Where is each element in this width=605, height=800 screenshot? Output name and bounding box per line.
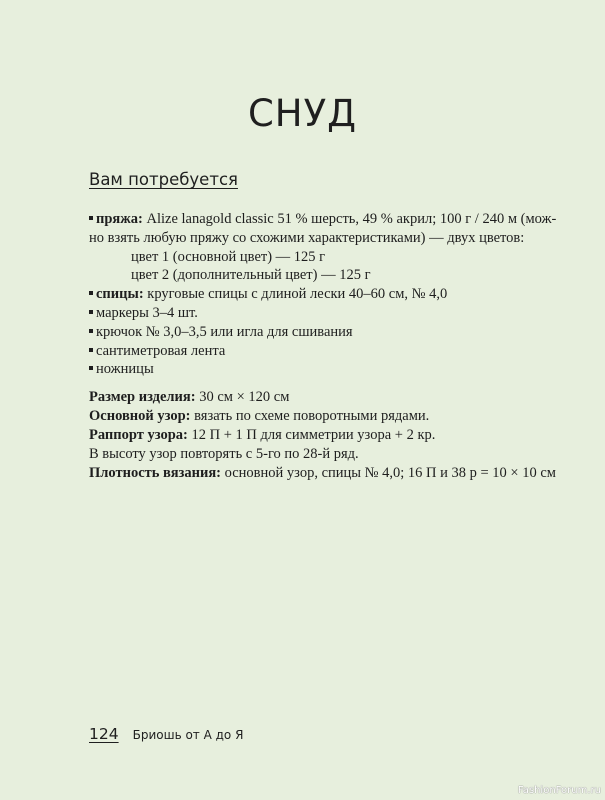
- bullet-icon: [89, 366, 93, 370]
- bullet-icon: [89, 348, 93, 352]
- page-title: СНУД: [247, 92, 358, 135]
- gauge-label: Плотность вязания:: [89, 465, 221, 481]
- materials-list: [89, 210, 557, 379]
- bullet-icon: [89, 291, 93, 295]
- page-number: 124: [89, 725, 119, 743]
- repeat-line: [89, 426, 559, 445]
- list-item-tape: [89, 342, 549, 361]
- bullet-icon: [89, 310, 93, 314]
- list-item-hook: [89, 323, 549, 342]
- yarn-color-2: цвет 2 (дополнительный цвет) — 125 г: [131, 267, 371, 284]
- bullet-icon: [89, 329, 93, 333]
- page-footer: [89, 724, 243, 743]
- yarn-color-1: цвет 1 (основной цвет) — 125 г: [131, 248, 326, 265]
- gauge-line: [89, 464, 559, 483]
- list-item-yarn: [89, 210, 557, 229]
- list-item-needles: [89, 285, 549, 304]
- section-heading: Вам потребуется: [89, 170, 238, 189]
- size-label: Размер изделия:: [89, 389, 196, 405]
- yarn-text-continued: но взять любую пряжу со схожими характеристиками) — двух цветов:: [89, 229, 525, 246]
- needles-label: спицы:: [96, 286, 144, 303]
- list-item-markers: [89, 304, 549, 323]
- yarn-text: Alize lanagold classic 51 % шерсть, 49 % акрил; 100 г / 240 м (мож-: [142, 211, 557, 227]
- height-note: В высоту узор повторять с 5-го по 28-й ряд.: [89, 446, 359, 462]
- pattern-value: вязать по схеме поворотными рядами.: [190, 408, 430, 424]
- pattern-line: [89, 407, 559, 426]
- size-line: [89, 388, 559, 407]
- pattern-label: Основной узор:: [89, 408, 191, 424]
- parameters-block: [89, 388, 559, 483]
- repeat-value: 12 П + 1 П для симметрии узора + 2 кр.: [187, 427, 436, 443]
- hook-text: крючок № 3,0–3,5 или игла для сшивания: [96, 323, 353, 340]
- repeat-label: Раппорт узора:: [89, 427, 188, 443]
- watermark: FashionForum.ru: [517, 785, 601, 796]
- list-item-scissors: [89, 360, 549, 379]
- markers-text: маркеры 3–4 шт.: [96, 304, 198, 321]
- size-value: 30 см × 120 см: [195, 389, 290, 405]
- book-title: Бриошь от А до Я: [132, 728, 244, 742]
- yarn-label: пряжа:: [96, 211, 143, 227]
- bullet-icon: [89, 216, 93, 220]
- needles-text: круговые спицы с длиной лески 40–60 см, № 4,0: [143, 286, 448, 303]
- tape-text: сантиметровая лента: [96, 342, 226, 359]
- gauge-value: основной узор, спицы № 4,0; 16 П и 38 р = 10 × 10 см: [221, 465, 556, 481]
- scissors-text: ножницы: [96, 361, 154, 378]
